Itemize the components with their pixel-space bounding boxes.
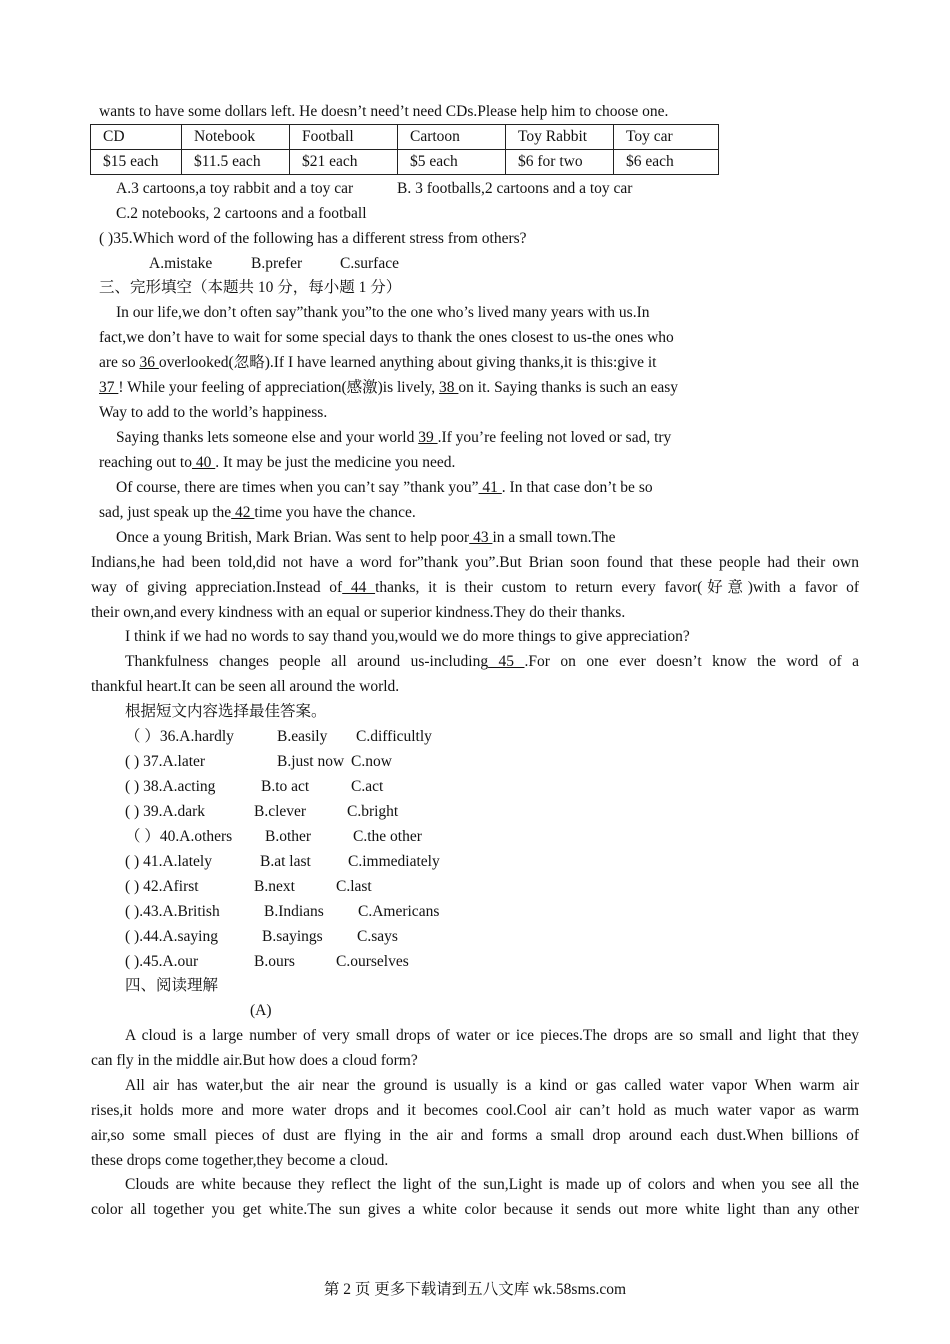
reading-line: air,so some small pieces of dust are flying in the air and forms a small drop around each dust.When billions of <box>91 1127 859 1144</box>
blank-37: 37 <box>99 379 119 396</box>
question-c: C.the other <box>353 828 422 845</box>
text-run: .If you’re feeling not loved or sad, try <box>437 429 672 446</box>
reading-line: these drops come together,they become a cloud. <box>91 1152 389 1169</box>
cloze-line: Way to add to the world’s happiness. <box>99 404 328 421</box>
cloze-line <box>99 378 678 398</box>
cloze-line <box>99 353 656 373</box>
price-table-header-row <box>91 125 719 150</box>
table-cell: $6 for two <box>506 150 614 175</box>
cloze-question <box>125 727 234 747</box>
table-cell: Cartoon <box>398 125 506 150</box>
blank-45: 45 <box>488 653 525 670</box>
cloze-line <box>116 428 671 448</box>
text-run: reaching out to <box>99 454 192 471</box>
text-run: are so <box>99 354 140 371</box>
cloze-line <box>91 578 859 598</box>
text-run: .For on one ever doesn’t know the word of a <box>524 653 859 670</box>
text-run: Of course, there are times when you can’t say ”thank you” <box>116 479 479 496</box>
text-run: Thankfulness changes people all around us-including <box>125 653 489 670</box>
q35-stem: ( )35.Which word of the following has a different stress from others? <box>99 230 527 247</box>
question-c: C.difficultly <box>356 728 432 745</box>
question-c: C.last <box>336 878 372 895</box>
section4-title: 四、阅读理解 <box>125 977 219 994</box>
blank-36: 36 <box>139 354 159 371</box>
cloze-line <box>99 453 455 473</box>
text-run: ! While your feeling of appreciation(感激)is lively, <box>118 379 440 396</box>
table-cell: Football <box>290 125 398 150</box>
price-table <box>90 124 719 175</box>
question-a: ( ).44.A.saying <box>125 928 218 945</box>
question-b: B.sayings <box>262 928 323 945</box>
section3-title: 三、完形填空（本题共 10 分，每小题 1 分） <box>99 279 402 296</box>
q35-option-a: A.mistake <box>149 255 213 272</box>
question-c: C.bright <box>347 803 399 820</box>
question-b: B.clever <box>254 803 307 820</box>
price-table-price-row <box>91 150 719 175</box>
q35-option-b: B.prefer <box>251 255 303 272</box>
question-a: （ ）40.A.others <box>125 828 233 845</box>
question-b: B.ours <box>254 953 295 970</box>
question-b: B.at last <box>260 853 311 870</box>
text-run: Once a young British, Mark Brian. Was sent to help poor <box>116 529 470 546</box>
question-c: C.says <box>357 928 398 945</box>
text-run: thanks, it is their custom to return every favor(好意)with a favor of <box>375 579 859 596</box>
table-cell: $5 each <box>398 150 506 175</box>
reading-line: color all together you get white.The sun gives a white color because it sends out more white light than any other <box>91 1201 859 1218</box>
question-b: B.easily <box>277 728 328 745</box>
blank-43: 43 <box>469 529 493 546</box>
question-a: ( ) 37.A.later <box>125 753 206 770</box>
blank-38: 38 <box>439 379 459 396</box>
passage-a-label: (A) <box>250 1002 272 1019</box>
cloze-line: thankful heart.It can be seen all around the world. <box>91 678 400 695</box>
reading-line: can fly in the middle air.But how does a cloud form? <box>91 1052 418 1069</box>
table-cell: Toy car <box>614 125 719 150</box>
cloze-line: their own,and every kindness with an equal or superior kindness.They do their thanks. <box>91 604 626 621</box>
table-cell: Toy Rabbit <box>506 125 614 150</box>
table-cell: CD <box>91 125 182 150</box>
blank-39: 39 <box>418 429 438 446</box>
page-footer: 第 2 页 更多下载请到五八文库 wk.58sms.com <box>323 1281 627 1298</box>
question-a: ( ) 41.A.lately <box>125 853 212 870</box>
table-cell: $15 each <box>91 150 182 175</box>
text-run: . It may be just the medicine you need. <box>215 454 456 471</box>
text-run: way of giving appreciation.Instead of <box>91 579 343 596</box>
text-run: sad, just speak up the <box>99 504 232 521</box>
text-run: in a small town.The <box>492 529 616 546</box>
question-a: ( ) 38.A.acting <box>125 778 216 795</box>
blank-44: 44 <box>342 579 376 596</box>
question-c: C.act <box>351 778 384 795</box>
question-b: B.next <box>254 878 295 895</box>
question-a: ( ).45.A.our <box>125 953 199 970</box>
question-c: C.Americans <box>358 903 440 920</box>
cloze-instruction: 根据短文内容选择最佳答案。 <box>125 703 327 720</box>
blank-40: 40 <box>191 454 216 471</box>
text-run: on it. Saying thanks is such an easy <box>458 379 678 396</box>
question-b: B.Indians <box>264 903 324 920</box>
reading-line: rises,it holds more and more water drops and it becomes cool.Cool air can’t hold as much water vapor as warm <box>91 1102 859 1119</box>
cloze-line <box>99 503 416 523</box>
text-run: Saying thanks lets someone else and your world <box>116 429 419 446</box>
question-a: ( ) 42.Afirst <box>125 878 199 895</box>
reading-line: All air has water,but the air near the ground is usually is a kind or gas called water vapor When warm air <box>125 1077 859 1094</box>
question-a: （ ）36.A.hardly <box>125 728 234 745</box>
q34-option-c: C.2 notebooks, 2 cartoons and a football <box>116 205 367 222</box>
question-a: ( ).43.A.British <box>125 903 220 920</box>
blank-41: 41 <box>478 479 502 496</box>
table-cell: $6 each <box>614 150 719 175</box>
question-c: C.immediately <box>348 853 440 870</box>
reading-line: Clouds are white because they reflect the light of the sun,Light is made up of colors and when you see all the <box>125 1176 859 1193</box>
cloze-line <box>116 528 616 548</box>
reading-line: A cloud is a large number of very small drops of water or ice pieces.The drops are so small and light that they <box>125 1027 859 1044</box>
table-cell: Notebook <box>182 125 290 150</box>
question-c: C.ourselves <box>336 953 409 970</box>
q35-option-c: C.surface <box>340 255 399 272</box>
question-a: ( ) 39.A.dark <box>125 803 206 820</box>
cloze-line: fact,we don’t have to wait for some special days to thank the ones closest to us-the ones who <box>99 329 674 346</box>
table-cell: $21 each <box>290 150 398 175</box>
question-c: C.now <box>351 753 392 770</box>
table-cell: $11.5 each <box>182 150 290 175</box>
question-b: B.other <box>265 828 312 845</box>
cloze-line: I think if we had no words to say thand you,would we do more things to give appreciation? <box>125 628 690 645</box>
question-b: B.to act <box>261 778 310 795</box>
question-b: B.just now <box>277 753 345 770</box>
q34-option-a: A.3 cartoons,a toy rabbit and a toy car <box>116 180 354 197</box>
cloze-line <box>116 478 653 498</box>
cloze-line <box>125 652 859 672</box>
cloze-line: Indians,he had been told,did not have a word for”thank you”.But Brian soon found that these people had their own <box>91 554 859 571</box>
text-run: overlooked(忽略).If I have learned anything about giving thanks,it is this:give it <box>158 354 657 371</box>
q34-option-b: B. 3 footballs,2 cartoons and a toy car <box>397 180 633 197</box>
text-run: . In that case don’t be so <box>501 479 653 496</box>
intro-line: wants to have some dollars left. He doesn’t need’t need CDs.Please help him to choose one. <box>99 103 669 120</box>
cloze-line: In our life,we don’t often say”thank you”to the one who’s lived many years with us.In <box>116 304 650 321</box>
blank-42: 42 <box>231 504 255 521</box>
text-run: time you have the chance. <box>254 504 416 521</box>
